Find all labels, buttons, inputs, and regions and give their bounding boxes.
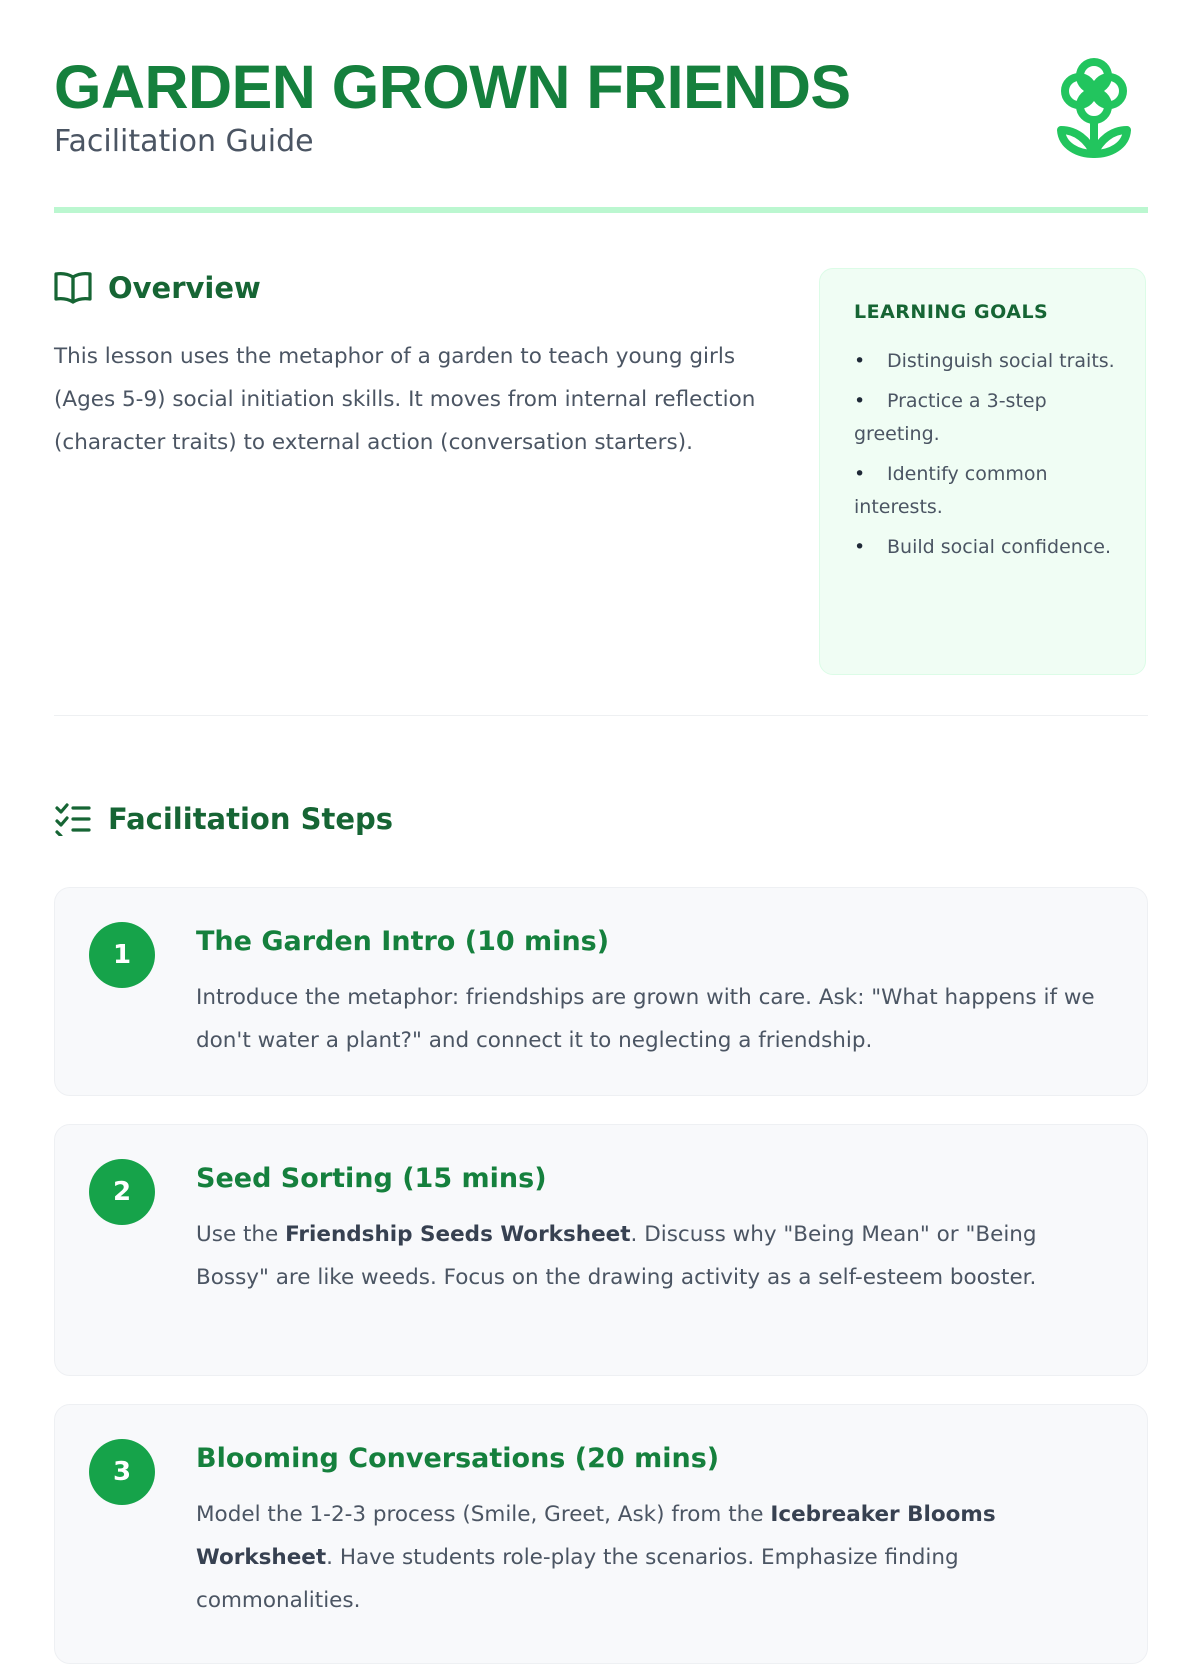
- description-text: . Discuss why "Being Mean" or "Being Bossy" are like weeds. Focus on the drawing activity as a self-esteem booster.: [196, 1222, 1037, 1290]
- step-number-badge: 3: [89, 1439, 155, 1505]
- bullet-icon: •: [854, 536, 866, 558]
- step-number-badge: 2: [89, 1159, 155, 1225]
- section-divider: [54, 715, 1148, 716]
- step-card: [54, 1124, 1148, 1376]
- worksheet-name: Icebreaker Blooms Worksheet: [196, 1502, 996, 1570]
- learning-goals-panel: [819, 268, 1146, 675]
- step-description: [196, 1493, 1116, 1622]
- learning-goals-list: [854, 345, 1119, 564]
- list-item: [854, 531, 1119, 564]
- step-title: Blooming Conversations (20 mins): [196, 1443, 720, 1474]
- bullet-icon: •: [854, 350, 866, 372]
- step-card: [54, 887, 1148, 1096]
- list-item: [854, 385, 1119, 451]
- page-subtitle: Facilitation Guide: [54, 124, 314, 159]
- step-title: The Garden Intro (10 mins): [196, 926, 610, 957]
- learning-goals-title: LEARNING GOALS: [854, 301, 1049, 323]
- page-title: GARDEN GROWN FRIENDS: [54, 53, 851, 121]
- open-book-icon: [54, 271, 92, 305]
- header-divider: [54, 207, 1148, 213]
- goal-text: Practice a 3-step greeting.: [854, 390, 1047, 445]
- goal-text: Identify common interests.: [854, 463, 1048, 518]
- bullet-icon: •: [854, 463, 866, 485]
- guide-page: [54, 0, 1148, 1613]
- description-text: . Have students role-play the scenarios. Emphasize finding commonalities.: [196, 1545, 959, 1613]
- list-item: [854, 458, 1119, 524]
- overview-heading: [54, 271, 261, 305]
- description-text: Introduce the metaphor: friendships are grown with care. Ask: "What happens if we don't water a plant?" and connect it to neglecting a friendship.: [196, 985, 1095, 1053]
- goal-text: Distinguish social traits.: [887, 350, 1115, 372]
- list-item: [854, 345, 1119, 378]
- facilitation-heading-label: Facilitation Steps: [108, 802, 394, 836]
- facilitation-heading: [54, 802, 393, 836]
- step-title: Seed Sorting (15 mins): [196, 1163, 547, 1194]
- description-text: Use the: [196, 1222, 286, 1247]
- description-text: Model the 1-2-3 process (Smile, Greet, Ask) from the: [196, 1502, 771, 1527]
- step-number-badge: 1: [89, 922, 155, 988]
- goal-text: Build social confidence.: [887, 536, 1111, 558]
- overview-heading-label: Overview: [108, 271, 261, 305]
- bullet-icon: •: [854, 390, 866, 412]
- page-header: [54, 0, 1148, 215]
- flower-icon: [1056, 56, 1132, 160]
- step-description: [196, 976, 1116, 1062]
- worksheet-name: Friendship Seeds Worksheet: [285, 1222, 631, 1247]
- step-description: [196, 1213, 1116, 1299]
- overview-section: [54, 215, 1148, 730]
- overview-text: This lesson uses the metaphor of a garden to teach young girls (Ages 5-9) social initiation skills. It moves from internal reflection (character traits) to external action (conversation starters).: [54, 344, 756, 455]
- checklist-icon: [54, 802, 92, 836]
- step-card: [54, 1404, 1148, 1664]
